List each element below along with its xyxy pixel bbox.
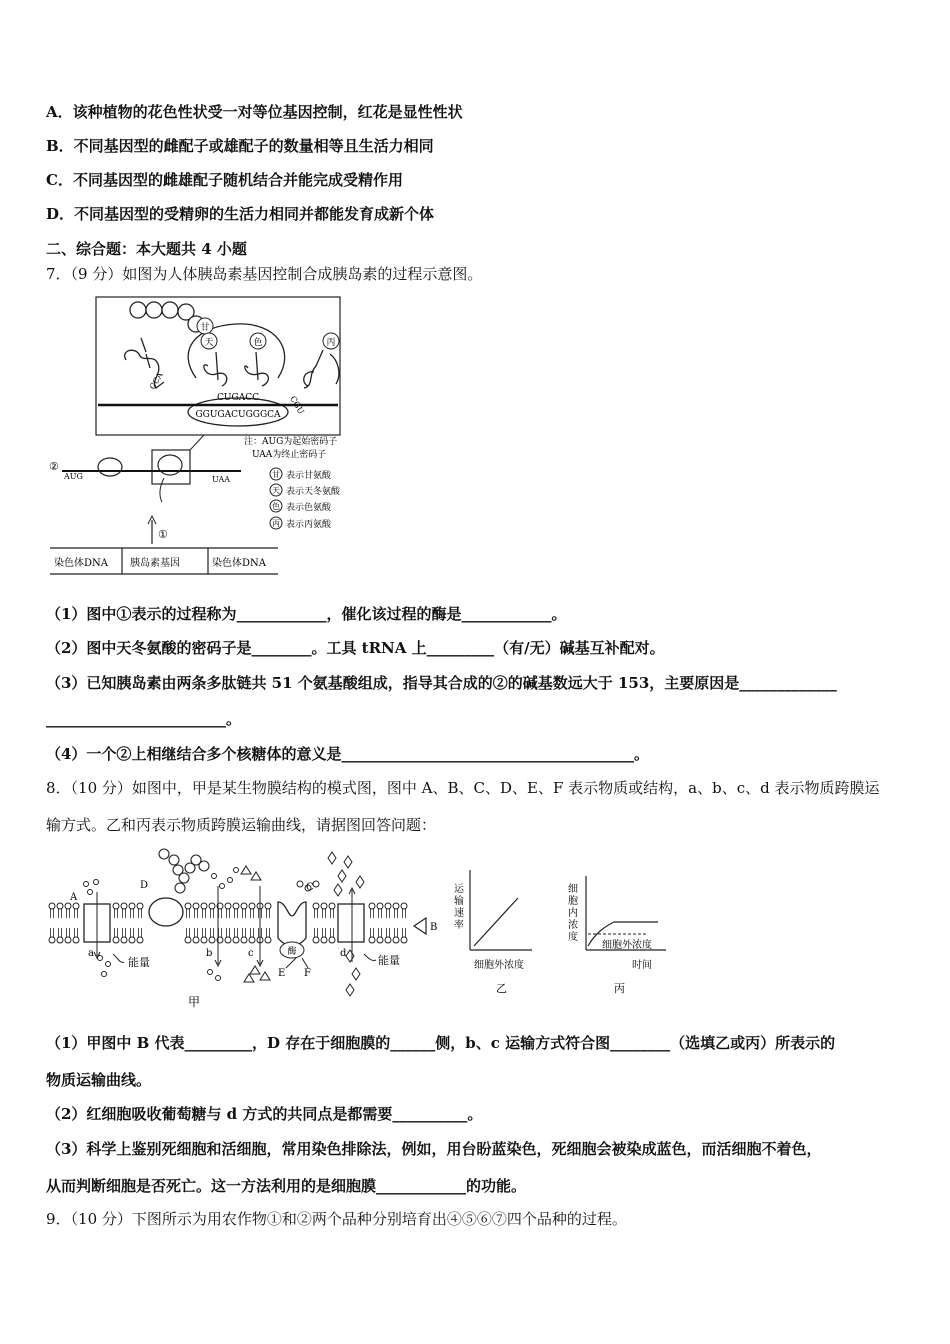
label-d: d (340, 948, 347, 959)
dna-label-gene: 胰岛素基因 (130, 558, 180, 569)
graph-yi-label: 乙 (496, 982, 507, 995)
graph-bing (568, 876, 666, 995)
q8-stem-line1: 8．（10 分）如图中，甲是某生物膜结构的模式图，图中 A、B、C、D、E、F 表示物质或结构，a、b、c、d 表示物质跨膜运 (46, 779, 880, 797)
energy-label-2: 能量 (378, 954, 400, 967)
figure-jia-label: 甲 (188, 995, 201, 1009)
graph-bing-label: 丙 (614, 982, 625, 995)
q8-membrane-figure (46, 846, 686, 1011)
option-c: C．不同基因型的雌雄配子随机结合并能完成受精作用 (46, 171, 403, 189)
option-b: B．不同基因型的雌配子或雄配子的数量相等且生活力相同 (46, 137, 434, 155)
yi-ylabel-0: 运 (454, 884, 464, 895)
mrna-sequence: GGUGACUGGGCA (195, 410, 281, 420)
q7-insulin-figure (46, 290, 396, 580)
label-C: C (306, 882, 314, 893)
ribosome-small-1 (98, 458, 122, 476)
label-b: b (206, 948, 213, 959)
channel-c (278, 902, 306, 946)
yi-ylabel-1: 输 (454, 896, 464, 907)
q7-stem: 7．（9 分）如图为人体胰岛素基因控制合成胰岛素的过程示意图。 (46, 265, 483, 283)
bing-xlabel: 时间 (632, 960, 652, 971)
q8-sub3-line2: 从而判断细胞是否死亡。这一方法利用的是细胞膜____________的功能。 (46, 1177, 527, 1195)
amino-gan: 甘 (200, 323, 210, 333)
marker-1: ① (158, 528, 168, 541)
option-d: D．不同基因型的受精卵的生活力相同并都能发育成新个体 (46, 205, 435, 223)
molecules (84, 852, 365, 996)
bing-ylabel-1: 胞 (568, 896, 578, 907)
label-B: B (430, 922, 438, 933)
energy-label-1: 能量 (128, 956, 150, 969)
legend-gan: 表示甘氨酸 (286, 471, 332, 481)
note-uaa: UAA为终止密码子 (252, 450, 327, 460)
bing-ylabel-4: 度 (568, 932, 578, 943)
legend-bing: 表示丙氨酸 (286, 520, 332, 530)
legend-tian: 表示天冬氨酸 (286, 487, 341, 497)
note-aug: 注：AUG为起始密码子 (244, 437, 338, 447)
structure-b-arrow (414, 918, 426, 934)
legend-se: 表示色氨酸 (286, 503, 332, 513)
q8-sub1-line2: 物质运输曲线。 (46, 1071, 152, 1089)
yi-ylabel-3: 率 (454, 920, 464, 931)
glycoprotein-d (149, 898, 183, 926)
q8-sub1-line1: （1）甲图中 B 代表_________，D 存在于细胞膜的______侧，b、c 运输方式符合图________（选填乙或丙）所表示的 (46, 1034, 836, 1052)
q7-sub2: （2）图中天冬氨酸的密码子是________。工具 tRNA 上_________（有/无）碱基互补配对。 (46, 639, 665, 657)
amino-bing: 丙 (326, 338, 336, 348)
q7-sub4: （4）一个②上相继结合多个核糖体的意义是_______________________________________。 (46, 745, 649, 763)
label-c: c (248, 948, 254, 959)
legend-gan-symbol: 甘 (272, 470, 280, 479)
peptide-chain (130, 302, 204, 332)
dna-label-right: 染色体DNA (212, 558, 266, 569)
q8-sub2: （2）红细胞吸收葡萄糖与 d 方式的共同点是都需要__________。 (46, 1105, 483, 1123)
q7-sub3-line2: ________________________。 (46, 710, 242, 728)
label-A: A (70, 892, 78, 903)
label-aug: AUG (64, 472, 83, 481)
carrier-protein-d (338, 904, 364, 942)
anticodon-left: CCA (147, 370, 165, 391)
label-a: a (88, 948, 94, 959)
sugar-chain (159, 849, 209, 893)
yi-xlabel: 细胞外浓度 (474, 960, 524, 971)
enzyme-label: 酶 (287, 947, 297, 957)
zoom-line (190, 435, 204, 450)
bing-ylabel-0: 细 (568, 884, 578, 895)
section-2-title: 二、综合题：本大题共 4 小题 (46, 240, 247, 258)
yi-curve (474, 898, 518, 946)
q8-stem-line2: 输方式。乙和丙表示物质跨膜运输曲线，请据图回答问题： (46, 816, 437, 834)
bing-ylabel-2: 内 (568, 908, 578, 919)
label-F: F (304, 968, 311, 979)
legend-tian-symbol: 天 (272, 486, 280, 495)
graph-yi (454, 870, 532, 995)
bing-dash-label: 细胞外浓度 (602, 940, 652, 951)
q8-sub3-line1: （3）科学上鉴别死细胞和活细胞，常用染色排除法，例如，用台盼蓝染色，死细胞会被染成蓝色，而活细胞不着色， (46, 1140, 822, 1158)
label-D: D (140, 880, 149, 891)
amino-se: 色 (253, 338, 263, 348)
q7-sub1: （1）图中①表示的过程称为____________，催化该过程的酶是____________。 (46, 605, 567, 623)
legend-se-symbol: 色 (272, 502, 280, 511)
option-a: A．该种植物的花色性状受一对等位基因控制，红花是显性性状 (46, 103, 463, 121)
mrna-codon-top: CUGACC (217, 393, 259, 403)
legend-bing-symbol: 丙 (272, 519, 280, 528)
dna-label-left: 染色体DNA (54, 558, 108, 569)
q7-sub3-line1: （3）已知胰岛素由两条多肽链共 51 个氨基酸组成，指导其合成的②的碱基数远大于 153，主要原因是_____________ (46, 674, 837, 692)
nascent-chain (160, 478, 164, 502)
yi-ylabel-2: 速 (454, 908, 464, 919)
marker-2: ② (49, 460, 59, 473)
anticodon-right: CGU (288, 394, 306, 416)
amino-tian: 天 (204, 338, 214, 348)
bing-ylabel-3: 浓 (568, 920, 578, 931)
label-uaa: UAA (212, 475, 231, 484)
q9-stem: 9．（10 分）下图所示为用农作物①和②两个品种分别培育出④⑤⑥⑦四个品种的过程。 (46, 1210, 627, 1228)
label-E: E (278, 968, 286, 979)
